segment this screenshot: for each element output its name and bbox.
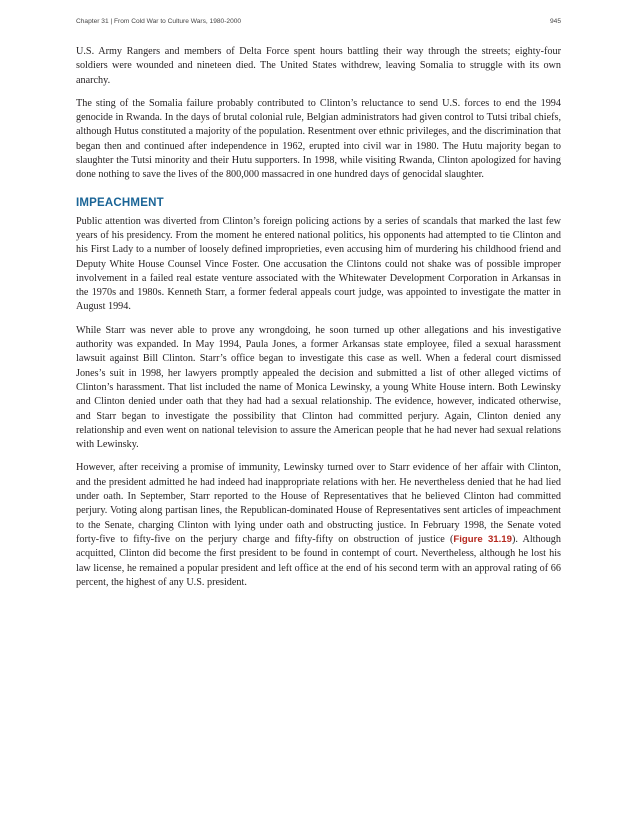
page-number: 945 — [549, 18, 561, 25]
header-chapter: Chapter 31 — [76, 18, 109, 25]
section-heading-impeachment: IMPEACHMENT — [76, 196, 164, 209]
header-chapter-info — [76, 18, 241, 25]
paragraph-impeachment-outcome — [76, 461, 561, 590]
figure-reference-link[interactable]: Figure 31.19 — [453, 533, 512, 545]
paragraph-text-after-figure: ). Although acquitted, Clinton did become the first president to be found in contempt of court. Nevertheless, although he lost his law license, he remained a popular president and left office at the end of his second term with an approval rating of 66 percent, the highest of any U.S. president. — [76, 533, 561, 588]
paragraph-rwanda: The sting of the Somalia failure probably contributed to Clinton’s reluctance to send U.S. forces to end the 1994 genocide in Rwanda. In the days of brutal colonial rule, Belgian administrators had given control to Tutsi tribal chiefs, although Hutus constituted a majority of the population. Resentment over ethnic privileges, and the discrimination that began then and continued after independence in 1962, erupted into civil war in 1980. The Hutu majority began to slaughter the Tutsi minority and their Hutu supporters. In 1998, while visiting Rwanda, Clinton apologized for having done nothing to save the lives of the 800,000 massacred in one hundred days of genocidal slaughter. — [76, 97, 561, 181]
paragraph-scandals: Public attention was diverted from Clinton’s foreign policing actions by a series of scandals that marked the last few years of his presidency. From the moment he entered national politics, his opponents had attempted to tie Clinton and his First Lady to a number of loosely defined improprieties, even accusing him of murdering his childhood friend and Deputy White House Counsel Vince Foster. One accusation the Clintons could not shake was of possible improper involvement in a failed real estate venture associated with the Whitewater Development Corporation in Arkansas in the 1970s and 1980s. Kenneth Starr, a former federal appeals court judge, was appointed to investigate the matter in August 1994. — [76, 215, 561, 313]
paragraph-text-before-figure: However, after receiving a promise of immunity, Lewinsky turned over to Starr evidence of her affair with Clinton, and the president admitted he had indeed had inappropriate relations with her. He nevertheless denied that he had lied under oath. In September, Starr reported to the House of Representatives that he believed Clinton had committed perjury. Voting along partisan lines, the Republican-dominated House of Representatives sent articles of impeachment to the Senate, charging Clinton with lying under oath and obstructing justice. In February 1998, the Senate voted forty-five to fifty-five on the perjury charge and fifty-fifty on obstruction of justice ( — [76, 462, 561, 545]
header-separator: | — [110, 18, 113, 25]
paragraph-starr-investigation: While Starr was never able to prove any wrongdoing, he soon turned up other allegations and his investigative authority was expanded. In May 1994, Paula Jones, a former Arkansas state employee, filed a sexual harassment lawsuit against Bill Clinton. Starr’s office began to investigate this case as well. When a federal court dismissed Jones’s suit in 1998, her lawyers promptly appealed the decision and submitted a list of other alleged victims of Clinton’s harassment. That list included the name of Monica Lewinsky, a young White House intern. Both Lewinsky and Clinton denied under oath that they had had a sexual relationship. The evidence, however, indicated otherwise, and Starr began to investigate the possibility that Clinton had committed perjury. Again, Clinton denied any relationship and even went on national television to assure the American people that he had never had sexual relations with Lewinsky. — [76, 324, 561, 451]
header-chapter-title: From Cold War to Culture Wars, 1980-2000 — [114, 18, 242, 25]
running-header — [76, 18, 561, 25]
paragraph-somalia: U.S. Army Rangers and members of Delta Force spent hours battling their way through the streets; eighty-four soldiers were wounded and nineteen died. The United States withdrew, leaving Somalia to struggle with its own anarchy. — [76, 46, 561, 86]
page-content — [76, 45, 561, 599]
